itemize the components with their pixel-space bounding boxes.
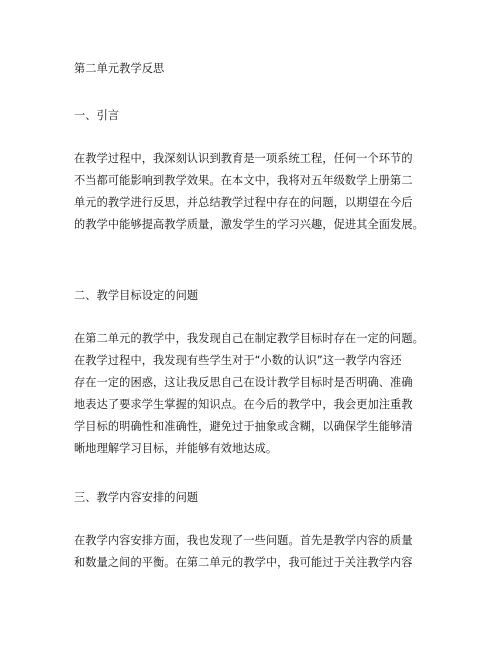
section-heading-content-arrangement: 三、教学内容安排的问题	[74, 491, 199, 504]
paragraph-line: 单元的教学进行反思，并总结教学过程中存在的问题，以期望在今后	[74, 196, 413, 209]
paragraph-line: 在第二单元的教学中，我发现自己在制定教学目标时存在一定的问题。	[74, 332, 424, 345]
paragraph-line: 的教学中能够提高教学质量，激发学生的学习兴趣，促进其全面发展。	[74, 218, 424, 231]
section-heading-teaching-goals: 二、教学目标设定的问题	[74, 289, 199, 302]
paragraph-line: 地表达了要求学生掌握的知识点。在今后的教学中，我会更加注重教	[74, 398, 413, 411]
section-heading-introduction: 一、引言	[74, 109, 120, 122]
paragraph-line: 和数量之间的平衡。在第二单元的教学中，我可能过于关注教学内容	[74, 556, 413, 569]
paragraph-line: 在教学内容安排方面，我也发现了一些问题。首先是教学内容的质量	[74, 534, 413, 547]
paragraph-line: 在教学过程中，我发现有些学生对于“小数的认识”这一教学内容还	[74, 354, 402, 367]
paragraph-line: 在教学过程中，我深刻认识到教育是一项系统工程，任何一个环节的	[74, 152, 413, 165]
document-title: 第二单元教学反思	[74, 62, 165, 75]
paragraph-line: 不当都可能影响到教学效果。在本文中，我将对五年级数学上册第二	[74, 174, 413, 187]
paragraph-line: 晰地理解学习目标，并能够有效地达成。	[74, 442, 278, 455]
paragraph-line: 学目标的明确性和准确性，避免过于抽象或含糊，以确保学生能够清	[74, 420, 413, 433]
paragraph-line: 存在一定的困惑，这让我反思自己在设计教学目标时是否明确、准确	[74, 376, 413, 389]
